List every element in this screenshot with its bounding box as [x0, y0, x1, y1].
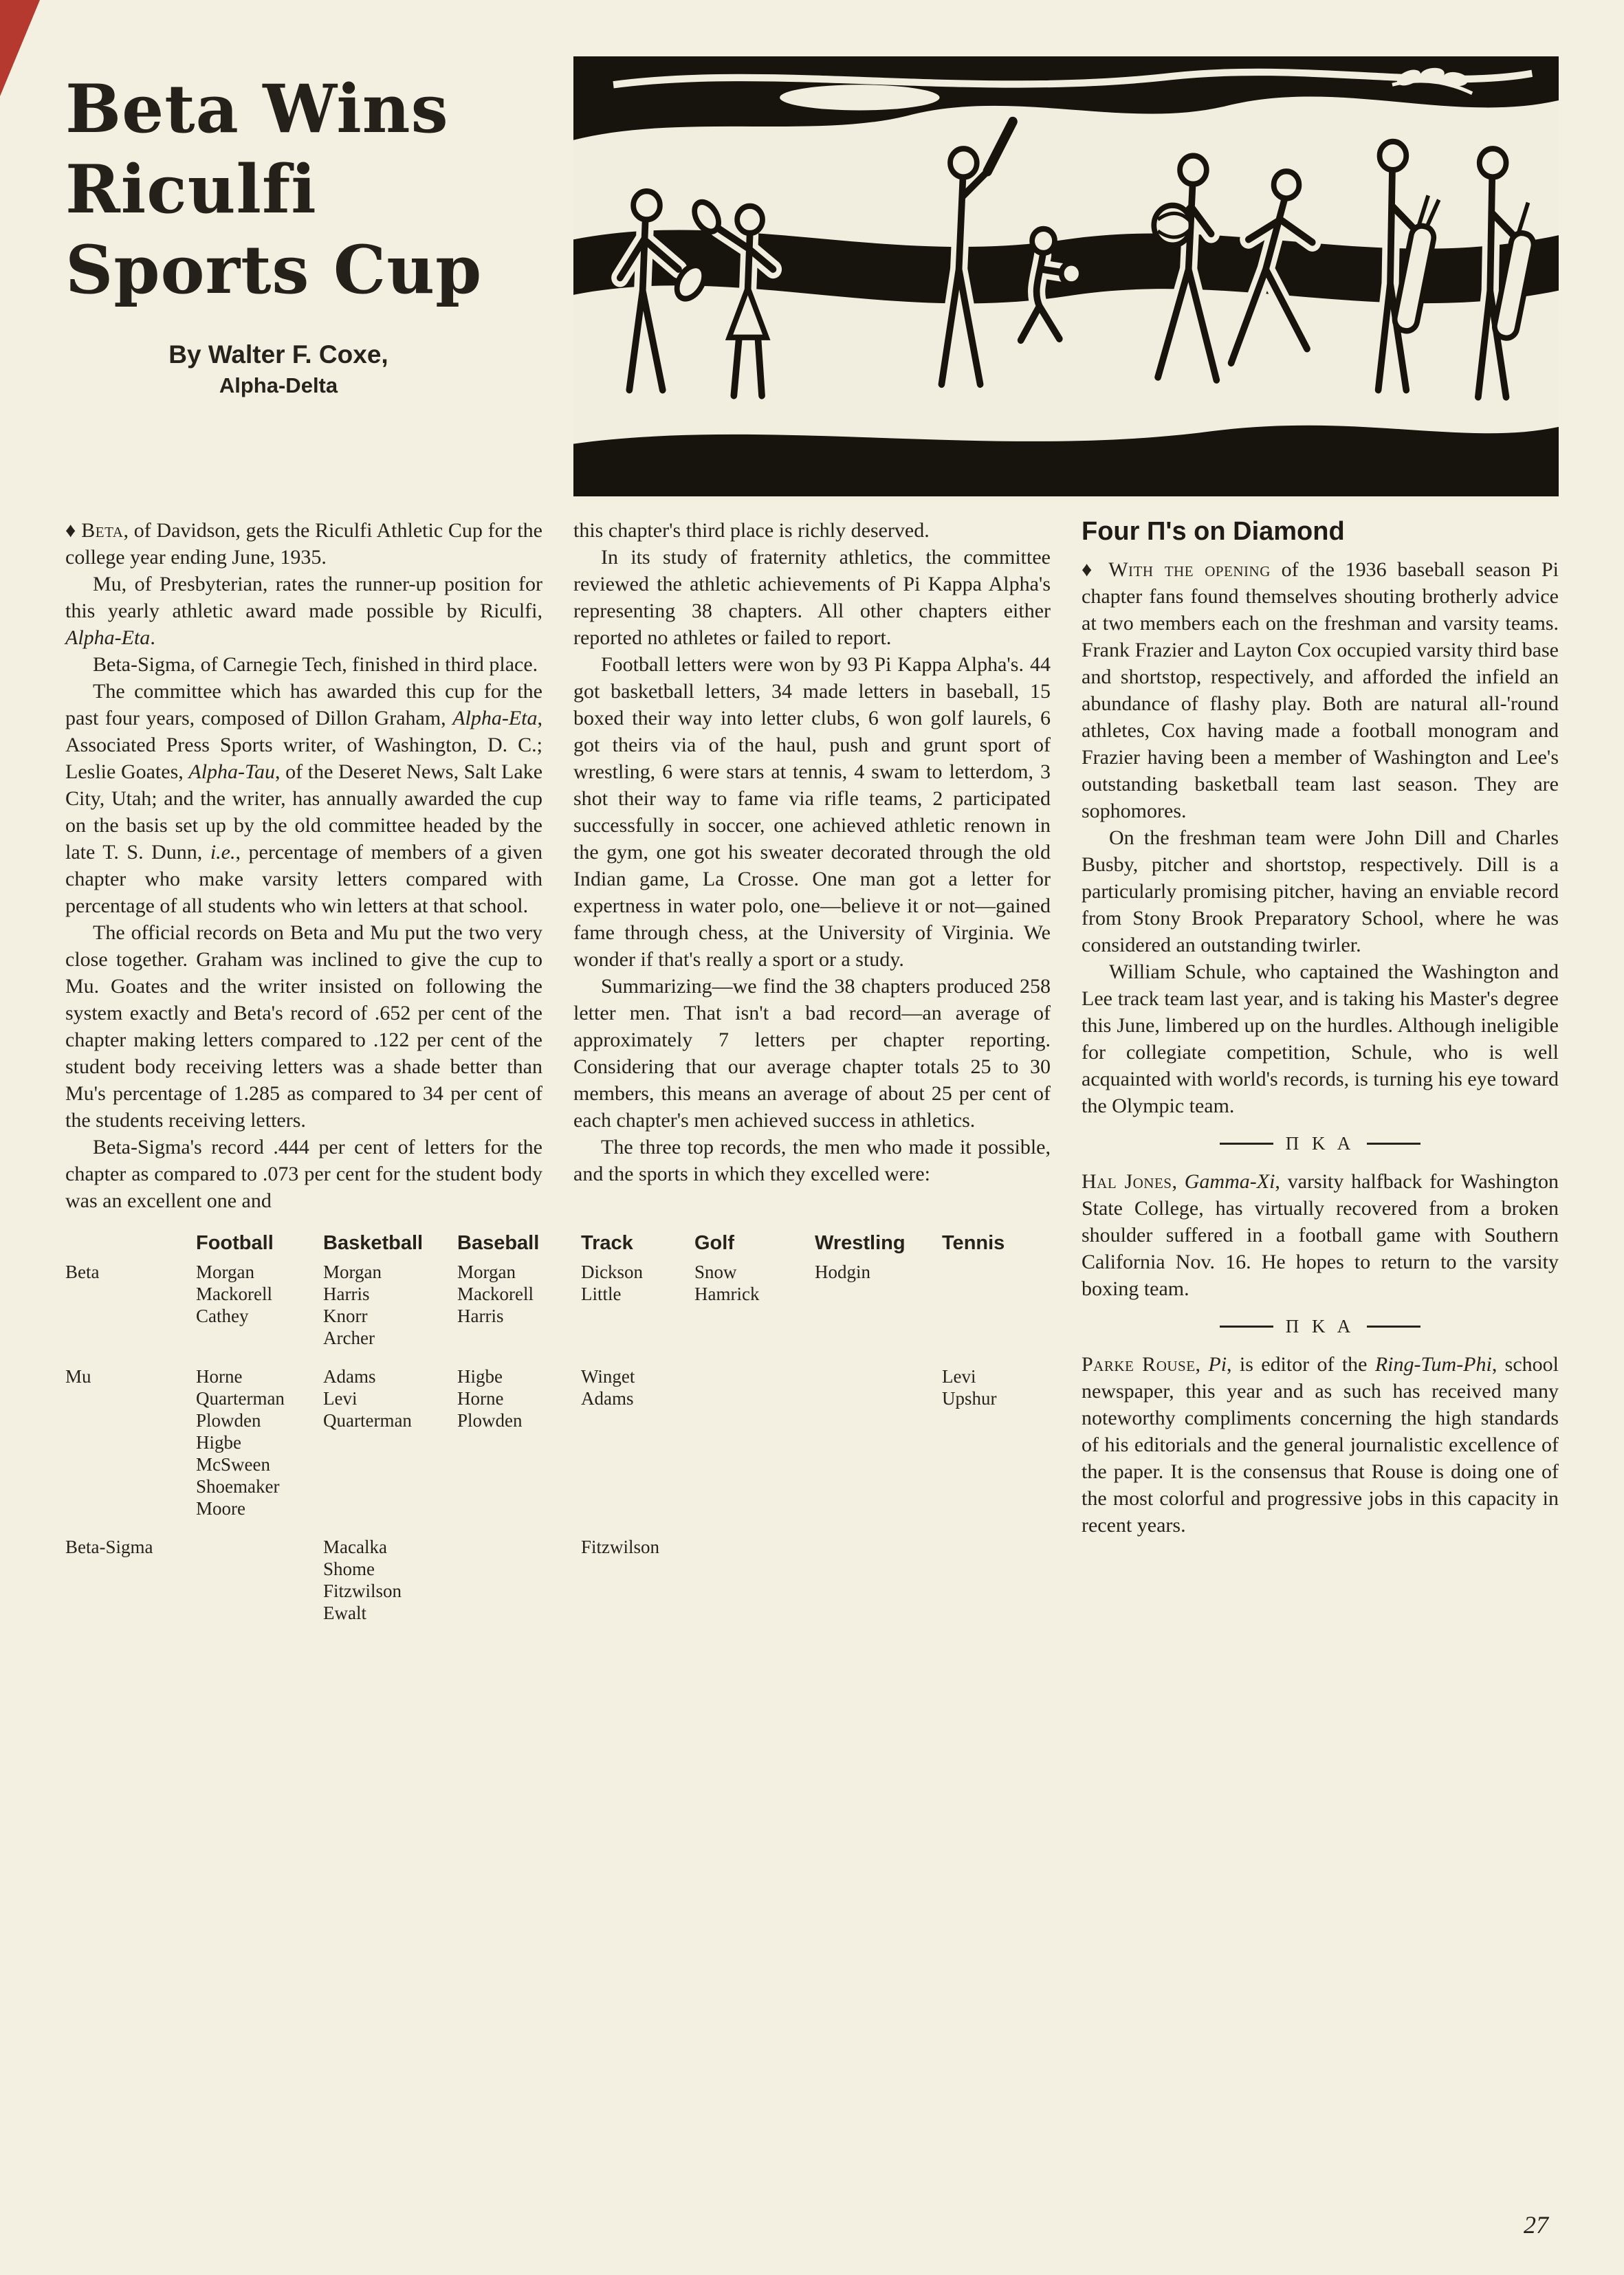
runner-head [1274, 171, 1299, 198]
section-heading: Four Π's on Diamond [1082, 517, 1345, 546]
basketball-player-head [1180, 156, 1207, 184]
paragraph: Beta-Sigma's record .444 per cent of letters for the chapter as compared to .073 per cent for the student body was an excellent one and [65, 1136, 542, 1212]
table-cell: Higbe Horne Plowden [457, 1366, 523, 1431]
paragraph: Parke Rouse, Pi, is editor of the Ring-Tum-Phi, school newspaper, this year and as such has received many noteworthy compliments concerning the high standards of his editorials and the general journalistic excellence of the paper. It is the consensus that Rouse is doing one of the most colorful and progressive jobs in this capacity in recent years. [1082, 1353, 1559, 1537]
column-header: Tennis [942, 1232, 1005, 1254]
page-header [65, 48, 1559, 496]
header-spacer [65, 1232, 196, 1254]
table-cell: Dickson Little [581, 1262, 643, 1304]
row-label: Mu [65, 1366, 91, 1387]
column-header: Wrestling [815, 1232, 906, 1254]
column-3 [1082, 517, 1559, 1640]
illustration-wrap [573, 48, 1559, 496]
byline-chapter: Alpha-Delta [219, 373, 338, 398]
column-2 [573, 517, 1051, 1214]
column-3-paragraphs [1082, 556, 1559, 1539]
paragraph: William Schule, who captained the Washington and Lee track team last year, and is taking his Master's degree this June, limbered up on the hurdles. Although ineligible for collegiate competition, Schule, who is well acquainted with world's records, is turning his eye toward the Olympic team. [1082, 960, 1559, 1117]
tennis-woman-head [737, 206, 762, 233]
title-line-1: Beta Wins [65, 70, 449, 148]
paragraph: ♦ With the opening of the 1936 baseball season Pi chapter fans found themselves shouting brotherly advice at two members each on the freshman and varsity teams. Frank Frazier and Layton Cox occupied varsity third base and shortstop, respectively, and afforded the infield an abundance of flashy play. Both are natural all-'round athletes, Cox having made a football monogram and Frazier having been a member of Washington and Lee's outstanding basketball team last season. They are sophomores. [1082, 558, 1559, 822]
golfer1-head [1380, 142, 1407, 170]
table-row [65, 1536, 1051, 1624]
page-title [65, 69, 542, 310]
table-row [65, 1261, 1051, 1349]
table-cell: Morgan Mackorell Cathey [196, 1262, 272, 1326]
title-line-2: Riculfi [65, 151, 317, 229]
letters-table-wrap [65, 1232, 1051, 1640]
paragraph: Football letters were won by 93 Pi Kappa Alpha's. 44 got basketball letters, 34 made letters in baseball, 15 boxed their way into letter clubs, 6 won golf laurels, 6 got theirs via of the haul, push and grunt sport of wrestling, 6 were stars at tennis, 4 swam to letterdom, 3 shot their way to fame via rifle teams, 2 participated successfully in soccer, one achieved athletic renown in the gym, one got his sweater decorated through the old Indian game, La Crosse. One man got a letter for expertness in water polo, one—believe it or not—gained fame through chess, at the University of Virginia. We wonder if that's really a sport or a study. [573, 653, 1051, 971]
pika-divider: Π K A [1082, 1130, 1559, 1157]
table-cell: Winget Adams [581, 1366, 635, 1409]
letters-table-header-row [65, 1232, 1051, 1254]
byline [65, 340, 492, 398]
paragraph: Summarizing—we find the 38 chapters produced 258 letter men. That isn't a bad record—an average of approximately 7 letters per chapter reporting. Considering that our average chapter totals 25 to 30 members, this means an average of about 25 per cent of each chapter's men achieved success in athletics. [573, 975, 1051, 1132]
table-cell: Macalka Shome Fitzwilson Ewalt [323, 1537, 402, 1623]
title-block [65, 48, 542, 496]
column-header: Baseball [457, 1232, 540, 1254]
paragraph: The official records on Beta and Mu put the two very close together. Graham was inclined to give the cup to Mu. Goates and the writer insisted on following the system exactly and Beta's record of .652 per cent of the chapter making letters compared to .122 per cent of the student body receiving letters was a shade better than Mu's percentage of 1.285 as compared to 34 per cent of the students receiving letters. [65, 921, 542, 1132]
table-cell: Morgan Harris Knorr Archer [323, 1262, 382, 1348]
sports-illustration [573, 56, 1559, 496]
paragraph: Beta-Sigma, of Carnegie Tech, finished in third place. [93, 653, 538, 676]
paragraph: Mu, of Presbyterian, rates the runner-up position for this yearly athletic award made possible by Riculfi, Alpha-Eta. [65, 573, 542, 649]
table-cell: Snow Hamrick [694, 1262, 760, 1304]
paragraph: ♦ Beta, of Davidson, gets the Riculfi Athletic Cup for the college year ending June, 1935. [65, 519, 542, 569]
table-cell: Fitzwilson [581, 1537, 660, 1557]
row-label: Beta [65, 1262, 100, 1282]
column-1 [65, 517, 542, 1214]
table-cell: Horne Quarterman Plowden Higbe McSween Shoemaker Moore [196, 1366, 285, 1519]
column-header: Track [581, 1232, 633, 1254]
paragraph: Hal Jones, Gamma-Xi, varsity halfback for Washington State College, has virtually recovered from a broken shoulder suffered in a football game with Southern California Nov. 16. He hopes to return to the varsity boxing team. [1082, 1170, 1559, 1300]
table-cell: Hodgin [815, 1262, 870, 1282]
letters-table [65, 1232, 1051, 1624]
byline-author: By Walter F. Coxe, [168, 340, 388, 369]
catchers-mitt-icon [1062, 263, 1082, 284]
paragraph: In its study of fraternity athletics, the committee reviewed the athletic achievements of Pi Kappa Alpha's representing 38 chapters. All other chapters either reported no athletes or failed to report. [573, 546, 1051, 649]
red-corner-mark [0, 0, 40, 96]
paragraph: The committee which has awarded this cup for the past four years, composed of Dillon Graham, Alpha-Eta, Associated Press Sports writer, of Washington, D. C.; Leslie Goates, Alpha-Tau, of the Deseret News, Salt Lake City, Utah; and the writer, has annually awarded the cup on the basis set up by the old committee headed by the late T. S. Dunn, i.e., percentage of members of a given chapter who make varsity letters compared with percentage of all students who win letters at that school. [65, 680, 543, 917]
paragraph: The three top records, the men who made it possible, and the sports in which they excelled were: [573, 1136, 1051, 1185]
tennis-man-head [633, 191, 660, 219]
catcher-head [1032, 229, 1055, 253]
column-header: Golf [694, 1232, 734, 1254]
row-label: Beta-Sigma [65, 1537, 153, 1557]
table-cell: Adams Levi Quarterman [323, 1366, 412, 1431]
paragraph: this chapter's third place is richly deserved. [573, 519, 930, 542]
batter-head [950, 149, 977, 177]
column-header: Basketball [323, 1232, 424, 1254]
table-cell: Levi Upshur [942, 1366, 997, 1409]
letters-table-body [65, 1261, 1051, 1624]
column-header: Football [196, 1232, 274, 1254]
table-cell: Morgan Mackorell Harris [457, 1262, 534, 1326]
golfer2-head [1480, 149, 1506, 177]
pika-divider: Π K A [1082, 1313, 1559, 1340]
article-body [65, 517, 1559, 1640]
page-number: 27 [1524, 2211, 1548, 2239]
basketball-icon [1154, 206, 1191, 245]
title-line-3: Sports Cup [65, 231, 483, 309]
paragraph: On the freshman team were John Dill and Charles Busby, pitcher and shortstop, respectively. Dill is a particularly promising pitcher, having an enviable record from Stony Brook Preparatory School, where he was considered an outstanding twirler. [1082, 826, 1559, 956]
table-row [65, 1365, 1051, 1519]
